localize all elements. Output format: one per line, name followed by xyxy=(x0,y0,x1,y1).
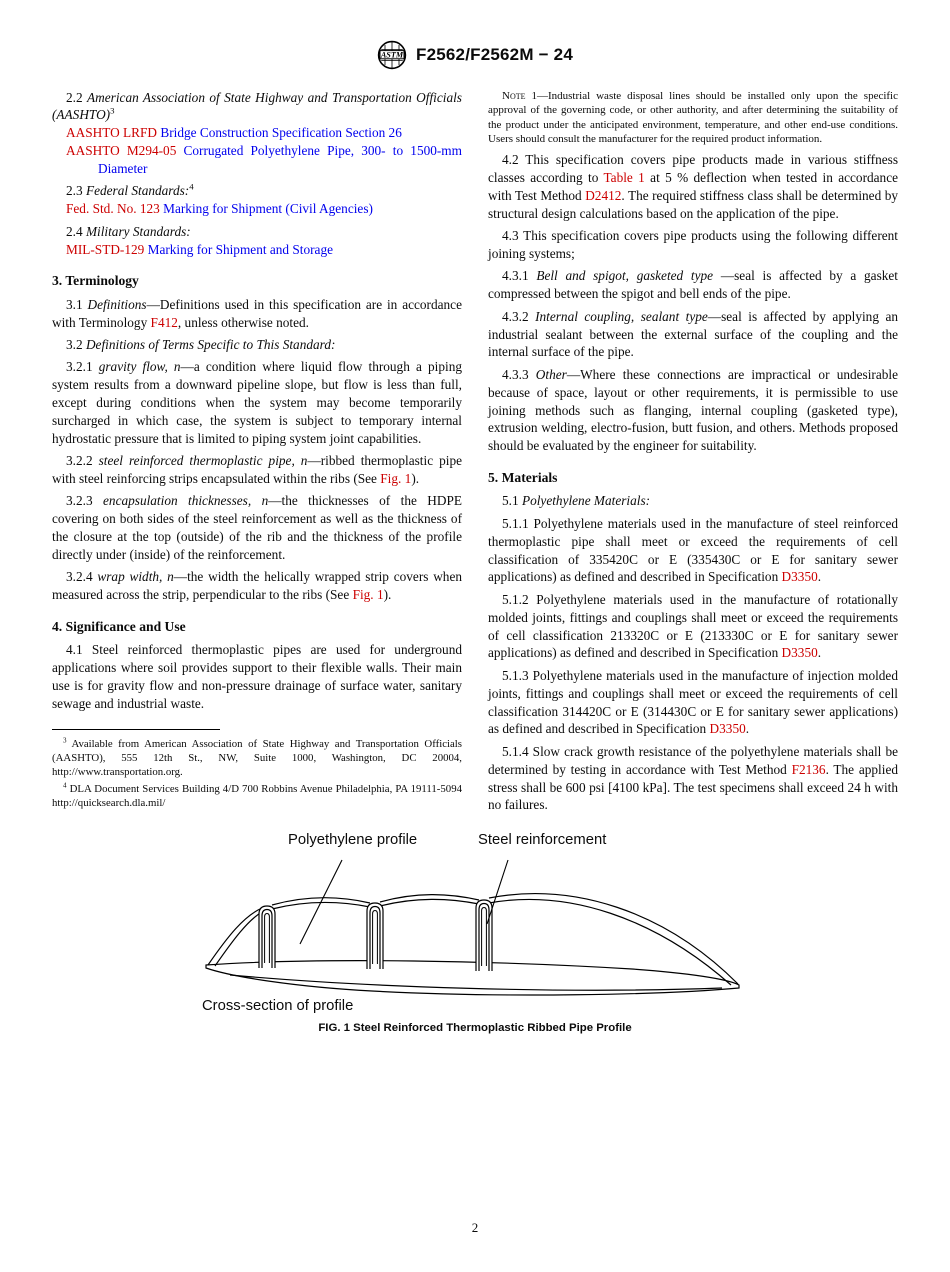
pipe-profile-drawing xyxy=(202,858,742,998)
text-run: wrap width, n xyxy=(97,569,174,585)
text-run: Internal coupling, sealant type xyxy=(535,308,708,324)
text-run: —seal is affected by a gasket compressed between the spigot and bell ends of the pipe. xyxy=(488,268,899,302)
standard-reference-link[interactable]: D3350 xyxy=(781,645,818,661)
text-run: Polyethylene Materials: xyxy=(521,493,651,509)
paragraph xyxy=(488,591,898,663)
text-run: Military Standards: xyxy=(85,223,191,239)
text-run: 2.3 xyxy=(66,183,86,199)
footnotes xyxy=(52,737,462,810)
paragraph xyxy=(488,492,898,510)
text-run: 4.1 Steel reinforced thermoplastic pipes are used for underground applications where soil provides support to their flexible walls. Their main use is for gravity flow and non-pressure drainage of surface water, sanitary sewage and industrial waste. xyxy=(52,642,462,712)
paragraph xyxy=(488,667,898,739)
standard-reference-link[interactable]: D2412 xyxy=(585,187,622,203)
right-column xyxy=(488,84,898,814)
figure-label-cross-section: Cross-section of profile xyxy=(202,998,354,1015)
text-run: 3. Terminology xyxy=(52,273,139,289)
text-run: —the thicknesses of the HDPE covering on both sides of the steel reinforcement as well as the thickness of the closure at the top (outside) of the rib and the thickness of the profile directly under (inside) of the reinforcement. xyxy=(52,493,462,563)
text-run: Federal Standards: xyxy=(85,183,190,199)
paragraph xyxy=(488,267,898,303)
text-run: 3 xyxy=(63,736,67,745)
text-run: 3.2.4 xyxy=(66,569,98,585)
text-run: 4.3.1 xyxy=(502,268,537,284)
text-run: 2.4 xyxy=(66,223,86,239)
paragraph xyxy=(52,492,462,564)
standard-reference-link[interactable]: Fig. 1 xyxy=(380,471,412,487)
text-run: 1—Industrial waste disposal lines should be installed only upon the specific approval of the governing code, or other authority, and after determining the suitability of the product under the anticipated environment, temperature, and other end-use conditions. Users should consult the manufacturer for the required product information. xyxy=(488,90,898,146)
pipe-ribs xyxy=(259,900,492,971)
note-paragraph xyxy=(488,89,898,147)
text-run: Definitions xyxy=(87,296,147,312)
text-run: 5.1.2 Polyethylene materials used in the manufacture of rotationally molded joints, fittings and couplings shall meet or exceed the requirements of cell classification 213320C or E (213330C or E for sanitary sewer applications) as defined and described in Specification xyxy=(488,591,898,661)
section-heading xyxy=(52,272,462,290)
standard-title-link[interactable]: Bridge Construction Specification Section 26 xyxy=(157,125,402,141)
reference-entry xyxy=(52,200,462,218)
text-run: . xyxy=(817,645,822,661)
text-run: 5.1.3 Polyethylene materials used in the manufacture of injection molded joints, fittings and couplings shall meet or exceed the requirements of cell classification 314420C or E (314430C or E for sanitary sewer applications) as defined and described in Specification xyxy=(488,667,898,737)
text-run: 4.3.3 xyxy=(502,366,536,382)
standard-title-link[interactable]: Marking for Shipment (Civil Agencies) xyxy=(159,201,373,217)
leader-polyethylene-profile xyxy=(300,860,342,944)
text-run: 4 xyxy=(189,181,194,192)
text-run: 3.2.2 xyxy=(66,453,99,469)
standard-reference-link[interactable]: AASHTO M294-05 xyxy=(66,143,177,159)
standard-reference-link[interactable]: F412 xyxy=(150,314,178,330)
text-run: . The required stiffness class shall be determined by structural design calculations based on the application of the pipe. xyxy=(488,187,898,221)
text-run: 5.1.4 Slow crack growth resistance of the polyethylene materials shall be determined by testing in accordance with Test Method xyxy=(488,743,898,777)
section-heading xyxy=(488,469,898,487)
text-run: —seal is affected by applying an industrial sealant between the external surface of the coupling and the internal surface of the pipe. xyxy=(488,308,899,360)
reference-entry xyxy=(52,142,462,178)
standard-reference-link[interactable]: Fig. 1 xyxy=(352,587,384,603)
astm-logo-icon xyxy=(377,40,407,70)
text-run: 2.2 xyxy=(66,89,88,105)
footnote-divider xyxy=(52,729,220,730)
text-run: . The applied stress shall be 600 psi [4100 kPa]. The test specimens shall exceed 24 h with no failures. xyxy=(488,761,898,813)
text-run: at 5 % deflection when tested in accordance with Test Method xyxy=(488,170,898,203)
paragraph xyxy=(52,89,462,125)
section-heading xyxy=(52,618,462,636)
paragraph xyxy=(488,743,898,815)
standard-reference-link[interactable]: F2136 xyxy=(791,761,826,777)
standard-title-link[interactable]: Marking for Shipment and Storage xyxy=(144,241,334,257)
standard-reference-link[interactable]: D3350 xyxy=(781,569,818,585)
text-run: Definitions of Terms Specific to This Standard: xyxy=(85,336,336,352)
astm-logo-text: ASTM xyxy=(380,50,404,60)
text-run: 5. Materials xyxy=(488,470,558,486)
paragraph xyxy=(52,223,462,241)
text-run: 3.2.3 xyxy=(66,493,104,509)
text-run: ). xyxy=(411,471,420,487)
paragraph xyxy=(488,227,898,263)
paragraph xyxy=(52,296,462,332)
text-run: 3.1 xyxy=(66,296,88,312)
paragraph xyxy=(52,568,462,604)
two-column-body xyxy=(52,84,898,814)
paragraph xyxy=(488,515,898,587)
text-run: 4. Significance and Use xyxy=(52,619,186,635)
pipe-base xyxy=(206,961,739,995)
figure-1 xyxy=(52,824,898,1048)
text-run: 4.3.2 xyxy=(502,308,536,324)
text-run: —a condition where liquid flow through a piping system results from a downward pipeline slope, but flow is less than full, except during conditions when the system may become temporarily surcharged in which case, the system is subject to temporary internal hydrostatic pressure that is limited to piping system joint capabilities. xyxy=(52,359,462,446)
text-run: 3.2 xyxy=(66,336,86,352)
figure-caption: FIG. 1 Steel Reinforced Thermoplastic Ribbed Pipe Profile xyxy=(318,1022,632,1035)
text-run: —Definitions used in this specification are in accordance with Terminology xyxy=(52,296,462,330)
page-number: 2 xyxy=(471,1220,479,1235)
right-column-text xyxy=(488,89,898,814)
figure-label-polyethylene-profile: Polyethylene profile xyxy=(288,832,418,849)
paragraph xyxy=(52,452,462,488)
paragraph xyxy=(52,358,462,447)
text-run: 3.2.1 xyxy=(66,359,99,375)
page-footer xyxy=(0,1220,950,1236)
text-run: ). xyxy=(383,587,392,603)
paragraph xyxy=(488,366,898,455)
text-run: 4.3 This specification covers pipe products using the following different joining systems; xyxy=(488,228,898,261)
text-run: gravity flow, n xyxy=(98,359,181,375)
reference-entry xyxy=(52,124,462,142)
text-run: Bell and spigot, gasketed type xyxy=(536,268,714,284)
reference-entry xyxy=(52,241,462,259)
text-run: —ribbed thermoplastic pipe with steel reinforcing strips encapsulated within the ribs (See xyxy=(52,453,462,487)
text-run: 3 xyxy=(110,105,115,116)
left-column-text xyxy=(52,89,462,713)
text-run: Note xyxy=(502,90,526,102)
text-run: 4 xyxy=(63,781,67,790)
text-run: 5.1 xyxy=(502,493,522,509)
paragraph xyxy=(52,336,462,354)
figure-label-steel-reinforcement: Steel reinforcement xyxy=(478,832,607,849)
text-run: —the width the helically wrapped strip covers when measured across the strip, perpendicular to the ribs (See xyxy=(52,569,462,603)
paragraph xyxy=(52,182,462,200)
paragraph xyxy=(488,308,898,362)
footnote xyxy=(52,737,462,780)
text-run: Other xyxy=(535,366,567,382)
document-code: F2562/F2562M − 24 xyxy=(416,45,573,64)
leader-steel-reinforcement xyxy=(487,860,508,924)
text-run: DLA Document Services Building 4/D 700 Robbins Avenue Philadelphia, PA 19111-5094 http://quicksearch.dla.mil/ xyxy=(52,782,462,809)
document-header xyxy=(52,40,898,70)
text-run: . xyxy=(817,569,822,585)
paragraph xyxy=(488,151,898,223)
paragraph xyxy=(52,641,462,713)
text-run: , unless otherwise noted. xyxy=(177,314,309,330)
text-run: . xyxy=(745,721,750,737)
standard-reference-link[interactable]: Table 1 xyxy=(603,170,645,185)
text-run: steel reinforced thermoplastic pipe, n xyxy=(98,453,308,469)
text-run: American Association of State Highway and Transportation Officials (AASHTO) xyxy=(52,89,462,123)
left-column xyxy=(52,84,462,814)
text-run: 5.1.1 Polyethylene materials used in the manufacture of steel reinforced thermoplastic pipe shall meet or exceed the requirements of cell classification of 335420C or E (335430C or E for sanitary sewer applications) as defined and described in Specification xyxy=(488,515,898,585)
text-run: encapsulation thicknesses, n xyxy=(103,493,269,509)
text-run: —Where these connections are impractical or undesirable because of space, layout or other requirements, it is permissible to use joining methods such as flanging, internal coupling (gasketed type), extrusion welding, electro-fusion, butt fusion, and others. Methods proposed should be evaluated by the engineer for suitability. xyxy=(488,366,898,454)
standard-reference-link[interactable]: D3350 xyxy=(709,721,746,737)
standard-reference-link[interactable]: MIL-STD-129 xyxy=(66,241,145,257)
standard-reference-link[interactable]: Fed. Std. No. 123 xyxy=(66,201,160,217)
text-run: Available from American Association of State Highway and Transportation Officials (AASHTO), 555 12th St., NW, Suite 1000, Washington, DC 20004, http://www.transportation.org. xyxy=(52,737,462,779)
footnote xyxy=(52,782,462,811)
text-run: 4.2 This specification covers pipe products made in various stiffness classes according to xyxy=(488,152,898,185)
standard-reference-link[interactable]: AASHTO LRFD xyxy=(66,125,158,141)
standard-title-link[interactable]: Corrugated Polyethylene Pipe, 300- to 1500-mm Diameter xyxy=(98,143,462,176)
